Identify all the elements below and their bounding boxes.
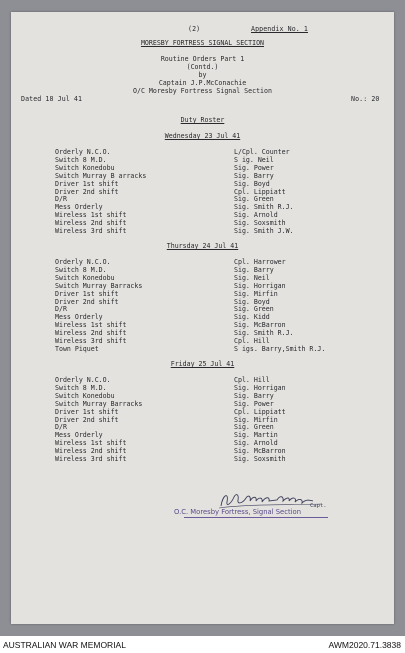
assigned-person: Sig. Boyd xyxy=(234,179,270,188)
unit-heading: MORESBY FORTRESS SIGNAL SECTION xyxy=(140,39,265,47)
duty-name: Mess Orderly xyxy=(55,431,103,440)
roster-row xyxy=(11,305,394,313)
duty-name: Driver 2nd shift xyxy=(55,415,119,424)
duty-name: Driver 1st shift xyxy=(55,179,119,188)
assigned-person: Sig. Arnold xyxy=(234,211,278,220)
assigned-person: Sig. Kidd xyxy=(234,313,270,322)
roster-row xyxy=(11,447,394,455)
roster-row xyxy=(11,203,394,211)
roster-row xyxy=(11,455,394,463)
assigned-person: Sig. McBarron xyxy=(234,447,286,456)
assigned-person: Sig. Green xyxy=(234,305,274,314)
roster-row xyxy=(11,439,394,447)
roster-row xyxy=(11,172,394,180)
duty-name: Driver 2nd shift xyxy=(55,187,119,196)
duty-name: Wireless 1st shift xyxy=(55,321,127,330)
roster-row xyxy=(11,156,394,164)
duty-name: Wireless 3rd shift xyxy=(55,227,127,235)
assigned-person: Sig. Smith R.J. xyxy=(234,203,294,212)
footer-reference: AWM2020.71.3838 xyxy=(328,640,401,650)
duty-name: Orderly N.C.O. xyxy=(55,258,111,266)
duty-name: Wireless 2nd shift xyxy=(55,447,127,456)
duty-name: Switch 8 M.D. xyxy=(55,155,107,164)
duty-name: Wireless 1st shift xyxy=(55,439,127,448)
handwritten-signature xyxy=(217,488,327,510)
duty-name: Driver 2nd shift xyxy=(55,297,119,306)
duty-name: Switch 8 M.D. xyxy=(55,383,107,392)
assigned-person: Sig. McBarron xyxy=(234,321,286,330)
roster-row xyxy=(11,266,394,274)
duty-name: Switch Murray B arracks xyxy=(55,171,147,180)
signature-rank: Capt. xyxy=(310,503,327,509)
roster-row xyxy=(11,345,394,353)
assigned-person: Sig. Horrigan xyxy=(234,383,286,392)
roster-row xyxy=(11,219,394,227)
duty-name: Wireless 1st shift xyxy=(55,211,127,220)
assigned-person: S igs. Barry,Smith R.J. xyxy=(234,344,326,353)
roster-row xyxy=(11,148,394,156)
duty-name: Orderly N.C.O. xyxy=(55,148,111,156)
roster-row xyxy=(11,408,394,416)
roster-row xyxy=(11,423,394,431)
orders-by: by xyxy=(198,71,207,79)
roster-row xyxy=(11,400,394,408)
assigned-person: L/Cpl. Counter xyxy=(234,148,290,156)
roster-row xyxy=(11,313,394,321)
duty-name: Town Piquet xyxy=(55,344,99,353)
duty-name: Wireless 2nd shift xyxy=(55,219,127,228)
assigned-person: Cpl. Lippiatt xyxy=(234,187,286,196)
duty-name: Switch Konedobu xyxy=(55,163,115,172)
duty-name: Switch 8 M.D. xyxy=(55,265,107,274)
officer-name: Captain J.P.McConachie xyxy=(158,79,247,87)
roster-row xyxy=(11,258,394,266)
duty-name: Wireless 2nd shift xyxy=(55,329,127,338)
assigned-person: Sig. Horrigan xyxy=(234,281,286,290)
roster-row xyxy=(11,392,394,400)
roster-row xyxy=(11,274,394,282)
orders-contd: (Contd.) xyxy=(186,63,219,71)
roster-row xyxy=(11,195,394,203)
date-line: Dated 18 Jul 41 xyxy=(21,95,83,103)
order-number: No.: 20 xyxy=(351,95,380,103)
duty-name: Mess Orderly xyxy=(55,203,103,212)
roster-row xyxy=(11,337,394,345)
assigned-person: Sig. Power xyxy=(234,399,274,408)
page-number: (2) xyxy=(188,25,201,33)
section-day-heading: Wednesday 23 Jul 41 xyxy=(164,132,241,140)
orders-title: Routine Orders Part 1 xyxy=(160,55,245,63)
assigned-person: Sig. Arnold xyxy=(234,439,278,448)
roster-row xyxy=(11,329,394,337)
assigned-person: Sig. Boyd xyxy=(234,297,270,306)
assigned-person: Sig. Soxsmith xyxy=(234,219,286,228)
appendix-label: Appendix No. 1 xyxy=(251,25,308,33)
assigned-person: Sig. Neil xyxy=(234,273,270,282)
assigned-person: Cpl. Lippiatt xyxy=(234,407,286,416)
assigned-person: Sig. Smith R.J. xyxy=(234,329,294,338)
roster-row xyxy=(11,227,394,235)
assigned-person: Sig. Smith J.W. xyxy=(234,227,294,235)
roster-row xyxy=(11,321,394,329)
roster-row xyxy=(11,416,394,424)
section-day-heading: Friday 25 Jul 41 xyxy=(170,360,235,368)
assigned-person: Sig. Soxsmith xyxy=(234,455,286,463)
roster-title: Duty Roster xyxy=(180,116,225,124)
duty-name: Driver 1st shift xyxy=(55,289,119,298)
roster-row xyxy=(11,282,394,290)
roster-row xyxy=(11,180,394,188)
roster-row xyxy=(11,431,394,439)
section-day-heading: Thursday 24 Jul 41 xyxy=(166,242,239,250)
assigned-person: Sig. Mirfin xyxy=(234,289,278,298)
assigned-person: Sig. Power xyxy=(234,163,274,172)
assigned-person: Sig. Martin xyxy=(234,431,278,440)
duty-name: D/R xyxy=(55,195,67,204)
roster-row xyxy=(11,290,394,298)
officer-role: O/C Moresby Fortress Signal Section xyxy=(133,87,272,95)
duty-name: Switch Murray Barracks xyxy=(55,399,143,408)
duty-name: Wireless 3rd shift xyxy=(55,455,127,463)
assigned-person: Cpl. Harrower xyxy=(234,258,286,266)
roster-row xyxy=(11,376,394,384)
roster-row xyxy=(11,211,394,219)
assigned-person: Cpl. Hill xyxy=(234,376,270,384)
duty-name: Switch Murray Barracks xyxy=(55,281,143,290)
duty-name: Switch Konedobu xyxy=(55,273,115,282)
roster-row xyxy=(11,188,394,196)
assigned-person: Sig. Barry xyxy=(234,265,274,274)
archive-footer xyxy=(0,636,405,653)
footer-institution: AUSTRALIAN WAR MEMORIAL xyxy=(3,640,126,650)
roster-row xyxy=(11,384,394,392)
duty-name: Driver 1st shift xyxy=(55,407,119,416)
assigned-person: Cpl. Hill xyxy=(234,337,270,345)
duty-name: Switch Konedobu xyxy=(55,391,115,400)
roster-row xyxy=(11,164,394,172)
assigned-person: Sig. Green xyxy=(234,195,274,204)
duty-name: Orderly N.C.O. xyxy=(55,376,111,384)
assigned-person: Sig. Barry xyxy=(234,171,274,180)
document-page xyxy=(11,12,394,624)
assigned-person: Sig. Mirfin xyxy=(234,415,278,424)
duty-name: Wireless 3rd shift xyxy=(55,337,127,345)
duty-name: D/R xyxy=(55,305,67,314)
assigned-person: Sig. Green xyxy=(234,423,274,432)
roster-row xyxy=(11,298,394,306)
assigned-person: Sig. Barry xyxy=(234,391,274,400)
assigned-person: S ig. Neil xyxy=(234,155,274,164)
duty-name: D/R xyxy=(55,423,67,432)
official-stamp: O.C. Moresby Fortress, Signal Section xyxy=(174,508,301,516)
duty-name: Mess Orderly xyxy=(55,313,103,322)
stamp-underline xyxy=(184,517,328,518)
